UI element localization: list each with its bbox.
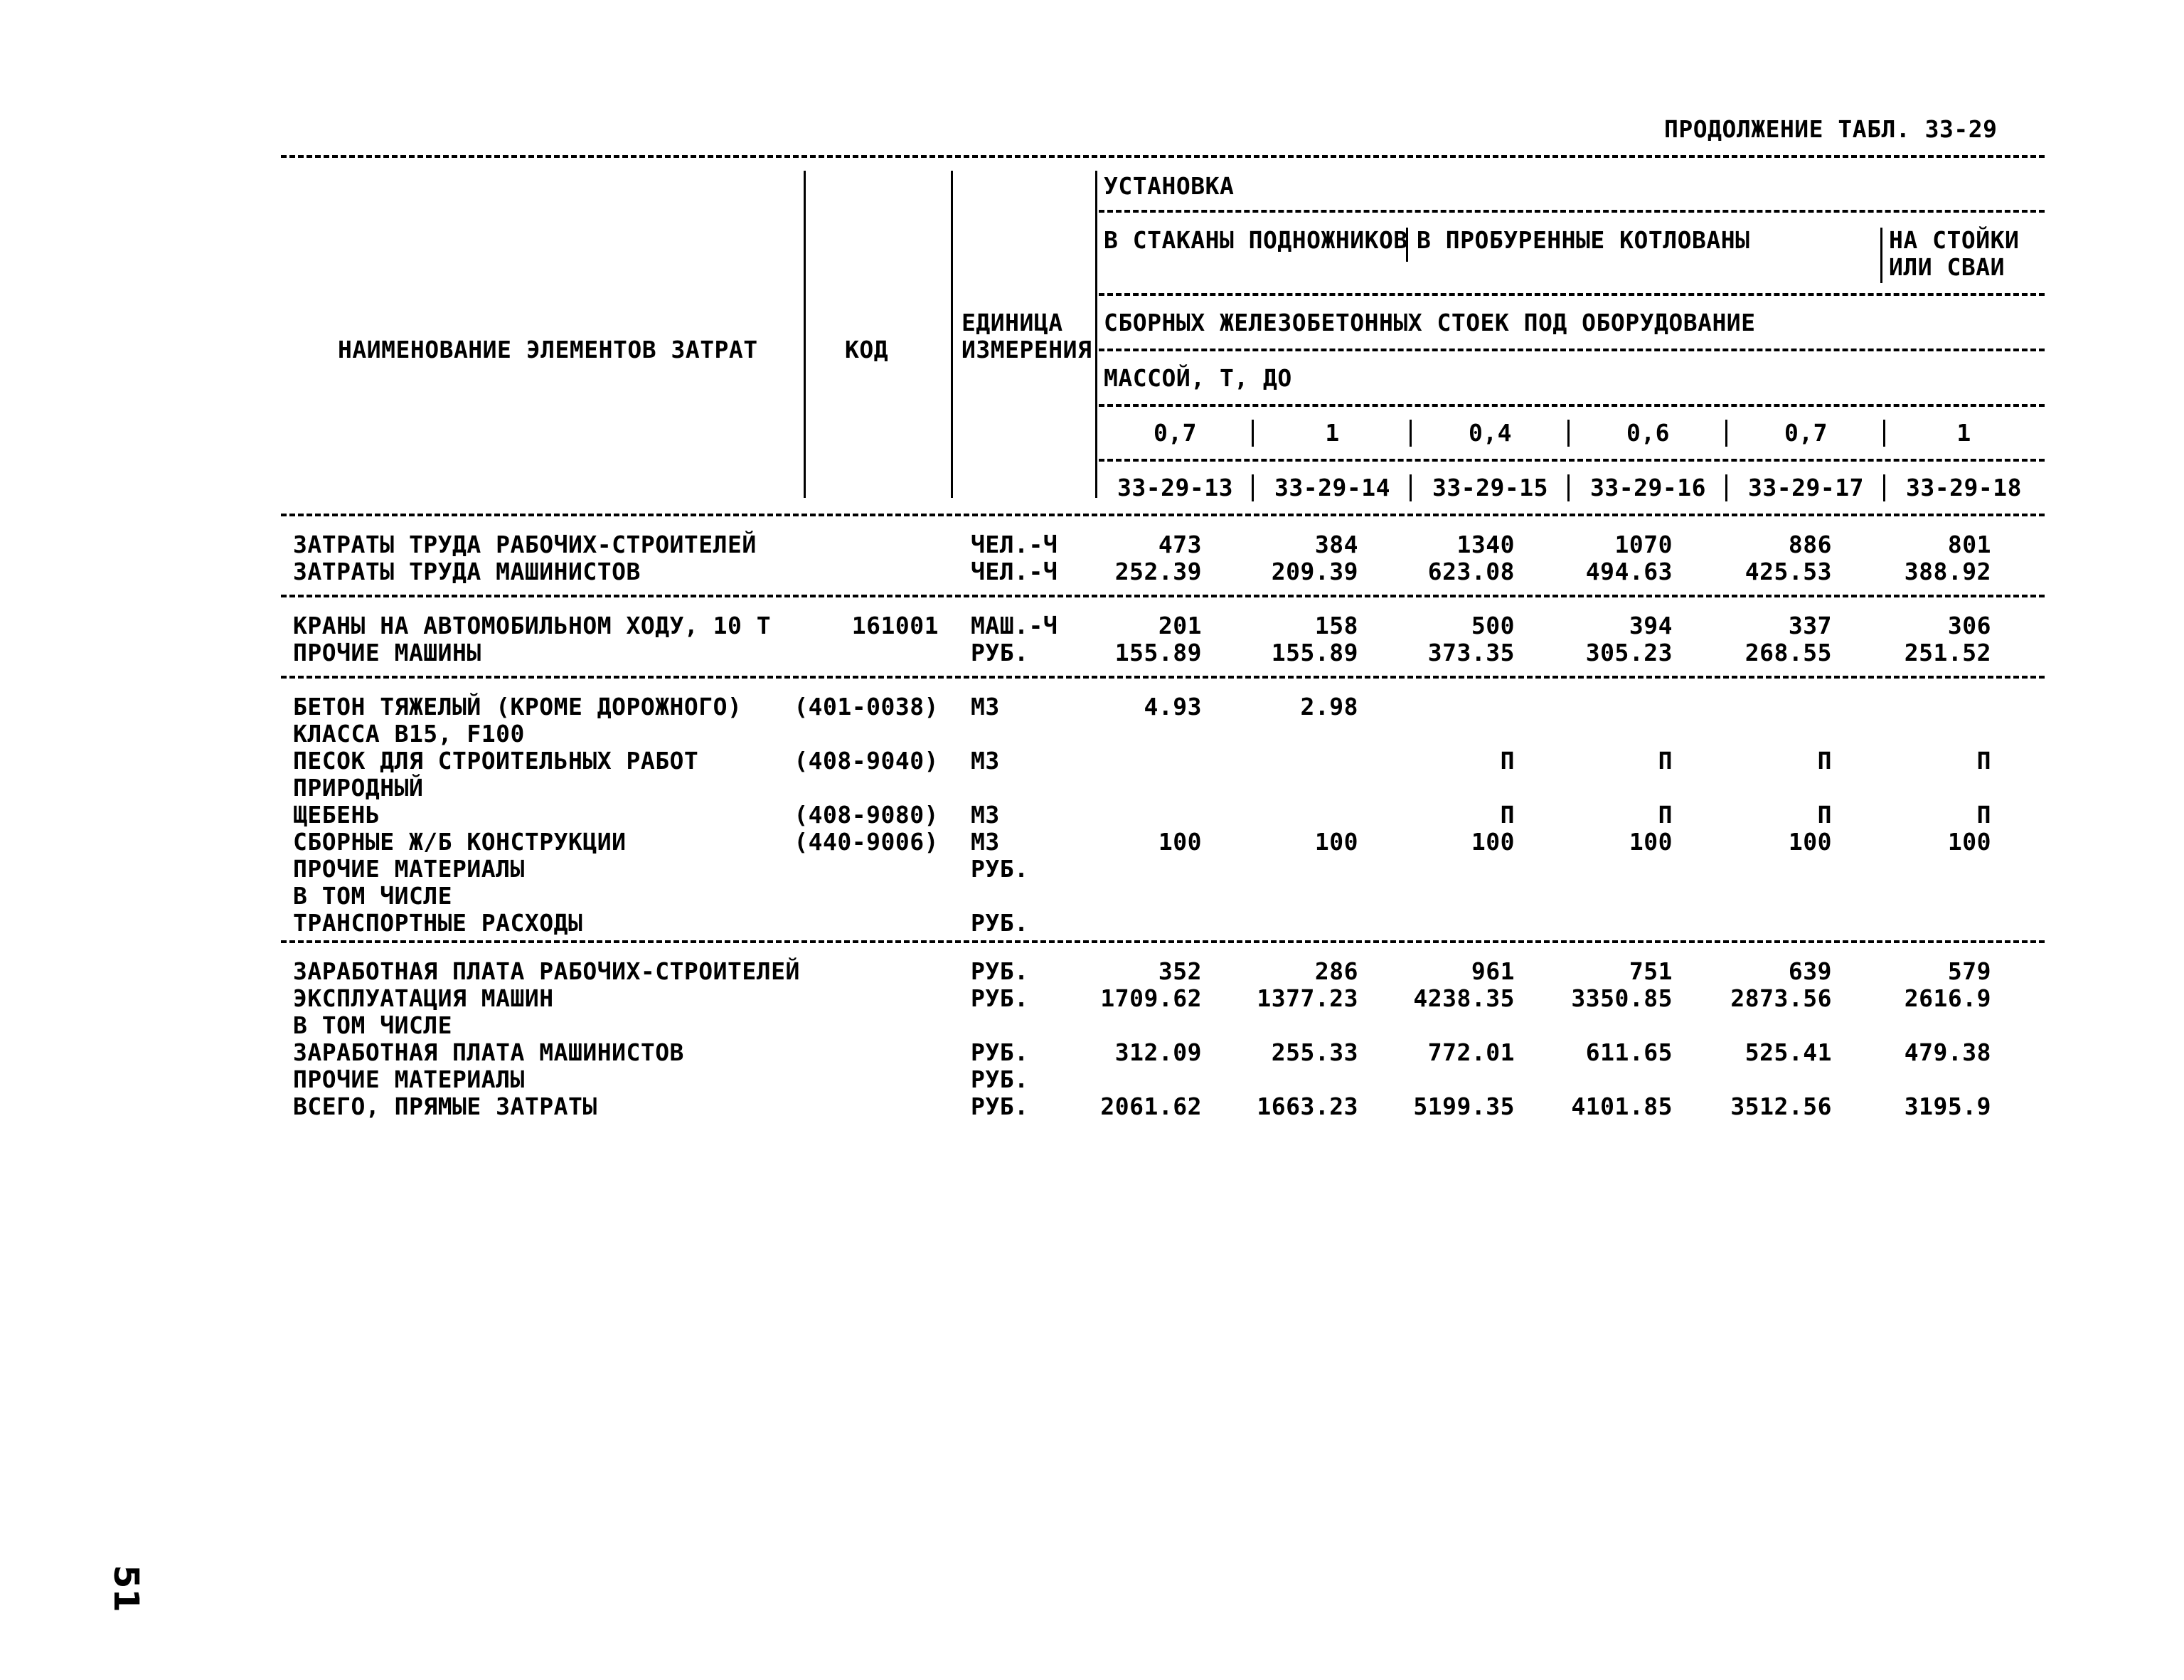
row-name: ЗАТРАТЫ ТРУДА МАШИНИСТОВ (293, 558, 641, 585)
row-value: 201 (1158, 612, 1202, 639)
mass-value: 0,7 (1153, 419, 1198, 447)
column-code: 33-29-15 (1432, 474, 1548, 501)
row-name: ЗАРАБОТНАЯ ПЛАТА РАБОЧИХ-СТРОИТЕЛЕЙ (293, 957, 800, 985)
header-group-2: В ПРОБУРЕННЫЕ КОТЛОВАНЫ (1417, 226, 1750, 254)
row-value: 388.92 (1904, 558, 1991, 585)
row-value: 473 (1158, 531, 1202, 558)
row-value: 1070 (1614, 531, 1673, 558)
vbar-mass-4 (1725, 420, 1727, 447)
mass-value: 1 (1325, 419, 1340, 447)
row-value: 255.33 (1271, 1038, 1358, 1066)
rule-install (1099, 210, 2045, 213)
vbar-mass-5 (1883, 420, 1885, 447)
row-name: В ТОМ ЧИСЛЕ (293, 1011, 453, 1039)
vbar-code-4 (1725, 474, 1727, 501)
column-code: 33-29-18 (1906, 474, 2022, 501)
row-value: 1377.23 (1257, 984, 1358, 1012)
row-value: 1663.23 (1257, 1092, 1358, 1120)
row-unit: М3 (971, 828, 1000, 856)
row-value: 886 (1788, 531, 1832, 558)
row-unit: РУБ. (971, 855, 1029, 883)
mass-value: 1 (1956, 419, 1971, 447)
header-group-3-line2: ИЛИ СВАИ (1889, 253, 2005, 281)
row-value: 639 (1788, 957, 1832, 985)
row-value: 623.08 (1427, 558, 1515, 585)
header-group-1: В СТАКАНЫ ПОДНОЖНИКОВ (1104, 226, 1408, 254)
rule-section-2 (281, 676, 2045, 679)
row-value: П (1976, 801, 1991, 829)
row-name: В ТОМ ЧИСЛЕ (293, 882, 453, 910)
row-code: (440-9006) (794, 828, 939, 856)
row-value: 2061.62 (1100, 1092, 1202, 1120)
rule-section-1 (281, 595, 2045, 597)
row-value: 252.39 (1114, 558, 1202, 585)
row-value: 425.53 (1744, 558, 1832, 585)
row-value: 158 (1314, 612, 1358, 639)
row-value: 751 (1629, 957, 1673, 985)
row-name: ПРИРОДНЫЙ (293, 774, 424, 802)
header-group-3-line1: НА СТОЙКИ (1889, 226, 2020, 254)
row-value: 772.01 (1427, 1038, 1515, 1066)
row-value: 2873.56 (1730, 984, 1832, 1012)
rule-object (1099, 349, 2045, 351)
row-name: БЕТОН ТЯЖЕЛЫЙ (КРОМЕ ДОРОЖНОГО) (293, 693, 742, 721)
row-unit: М3 (971, 801, 1000, 829)
row-unit: ЧЕЛ.-Ч (971, 531, 1058, 558)
row-value: 155.89 (1271, 639, 1358, 666)
mass-value: 0,6 (1626, 419, 1671, 447)
row-value: 801 (1947, 531, 1991, 558)
row-value: 268.55 (1744, 639, 1832, 666)
row-value: 286 (1314, 957, 1358, 985)
row-value: 525.41 (1744, 1038, 1832, 1066)
header-name-col: НАИМЕНОВАНИЕ ЭЛЕМЕНТОВ ЗАТРАТ (338, 336, 758, 363)
rule-groups (1099, 293, 2045, 296)
row-value: 500 (1471, 612, 1515, 639)
header-install: УСТАНОВКА (1104, 172, 1235, 200)
row-name: ЗАРАБОТНАЯ ПЛАТА МАШИНИСТОВ (293, 1038, 684, 1066)
row-value: 3350.85 (1571, 984, 1673, 1012)
row-value: 100 (1629, 828, 1673, 856)
row-value: 611.65 (1585, 1038, 1673, 1066)
row-code: (408-9040) (794, 747, 939, 775)
row-value: 100 (1471, 828, 1515, 856)
rule-header-bottom (281, 514, 2045, 516)
row-value: 579 (1947, 957, 1991, 985)
row-value: 251.52 (1904, 639, 1991, 666)
row-unit: РУБ. (971, 984, 1029, 1012)
row-value: 373.35 (1427, 639, 1515, 666)
row-name: СБОРНЫЕ Ж/Б КОНСТРУКЦИИ (293, 828, 627, 856)
row-name: ЭКСПЛУАТАЦИЯ МАШИН (293, 984, 554, 1012)
row-name: КРАНЫ НА АВТОМОБИЛЬНОМ ХОДУ, 10 Т (293, 612, 772, 639)
header-unit-col-2: ИЗМЕРЕНИЯ (962, 336, 1092, 363)
rule-section-3 (281, 940, 2045, 943)
row-value: 961 (1471, 957, 1515, 985)
row-value: П (1500, 801, 1515, 829)
row-unit: МАШ.-Ч (971, 612, 1058, 639)
row-value: 1340 (1456, 531, 1515, 558)
row-unit: РУБ. (971, 1065, 1029, 1093)
column-code: 33-29-14 (1274, 474, 1390, 501)
row-name: ВСЕГО, ПРЯМЫЕ ЗАТРАТЫ (293, 1092, 597, 1120)
row-value: П (1500, 747, 1515, 775)
row-name: ПРОЧИЕ МАШИНЫ (293, 639, 481, 666)
row-value: 306 (1947, 612, 1991, 639)
row-name: ЩЕБЕНЬ (293, 801, 380, 829)
row-name: ЗАТРАТЫ ТРУДА РАБОЧИХ-СТРОИТЕЛЕЙ (293, 531, 757, 558)
row-value: 4238.35 (1413, 984, 1515, 1012)
row-value: 305.23 (1585, 639, 1673, 666)
row-value: 155.89 (1114, 639, 1202, 666)
row-value: 394 (1629, 612, 1673, 639)
vbar-mass-2 (1410, 420, 1412, 447)
column-code: 33-29-13 (1117, 474, 1233, 501)
vbar-mass-3 (1567, 420, 1570, 447)
row-value: П (1817, 801, 1832, 829)
row-value: 384 (1314, 531, 1358, 558)
row-unit: ЧЕЛ.-Ч (971, 558, 1058, 585)
continuation-title: ПРОДОЛЖЕНИЕ ТАБЛ. 33-29 (1664, 115, 1998, 143)
row-value: 5199.35 (1413, 1092, 1515, 1120)
row-value: 100 (1158, 828, 1202, 856)
row-name: ПРОЧИЕ МАТЕРИАЛЫ (293, 1065, 525, 1093)
row-unit: РУБ. (971, 957, 1029, 985)
row-value: 494.63 (1585, 558, 1673, 585)
row-code: (401-0038) (794, 693, 939, 721)
row-value: 4.93 (1144, 693, 1202, 721)
row-unit: РУБ. (971, 1038, 1029, 1066)
header-code-col: КОД (845, 336, 889, 363)
vbar-group-2-3 (1880, 228, 1882, 283)
header-unit-col-1: ЕДИНИЦА (962, 309, 1063, 336)
column-code: 33-29-16 (1590, 474, 1706, 501)
row-code: (408-9080) (794, 801, 939, 829)
vbar-code-unit (951, 171, 953, 498)
page-number: 51 (106, 1565, 146, 1612)
row-value: 3512.56 (1730, 1092, 1832, 1120)
header-mass: МАССОЙ, Т, ДО (1104, 364, 1292, 392)
row-name: ПРОЧИЕ МАТЕРИАЛЫ (293, 855, 525, 883)
row-value: П (1658, 747, 1673, 775)
row-value: П (1658, 801, 1673, 829)
row-value: 4101.85 (1571, 1092, 1673, 1120)
row-value: 1709.62 (1100, 984, 1202, 1012)
vbar-code-1 (1252, 474, 1254, 501)
row-unit: М3 (971, 693, 1000, 721)
vbar-name-code (804, 171, 806, 498)
row-unit: РУБ. (971, 639, 1029, 666)
row-value: 100 (1314, 828, 1358, 856)
row-value: 312.09 (1114, 1038, 1202, 1066)
row-value: 352 (1158, 957, 1202, 985)
row-value: П (1817, 747, 1832, 775)
row-name: ТРАНСПОРТНЫЕ РАСХОДЫ (293, 909, 583, 937)
vbar-code-5 (1883, 474, 1885, 501)
row-unit: М3 (971, 747, 1000, 775)
row-value: П (1976, 747, 1991, 775)
row-value: 2.98 (1300, 693, 1358, 721)
mass-value: 0,7 (1784, 419, 1828, 447)
vbar-code-2 (1410, 474, 1412, 501)
row-name: ПЕСОК ДЛЯ СТРОИТЕЛЬНЫХ РАБОТ (293, 747, 699, 775)
rule-mass (1099, 404, 2045, 407)
row-value: 337 (1788, 612, 1832, 639)
row-value: 209.39 (1271, 558, 1358, 585)
mass-value: 0,4 (1468, 419, 1513, 447)
row-value: 479.38 (1904, 1038, 1991, 1066)
vbar-code-3 (1567, 474, 1570, 501)
row-code: 161001 (851, 612, 939, 639)
row-value: 100 (1947, 828, 1991, 856)
row-unit: РУБ. (971, 909, 1029, 937)
row-value: 3195.9 (1904, 1092, 1991, 1120)
rule-top (281, 155, 2045, 158)
row-name: КЛАССА В15, F100 (293, 720, 525, 748)
row-unit: РУБ. (971, 1092, 1029, 1120)
rule-mass-values (1099, 459, 2045, 462)
vbar-mass-1 (1252, 420, 1254, 447)
header-object: СБОРНЫХ ЖЕЛЕЗОБЕТОННЫХ СТОЕК ПОД ОБОРУДОВАНИЕ (1104, 309, 1756, 336)
column-code: 33-29-17 (1748, 474, 1864, 501)
row-value: 100 (1788, 828, 1832, 856)
row-value: 2616.9 (1904, 984, 1991, 1012)
vbar-unit-data (1095, 171, 1097, 498)
